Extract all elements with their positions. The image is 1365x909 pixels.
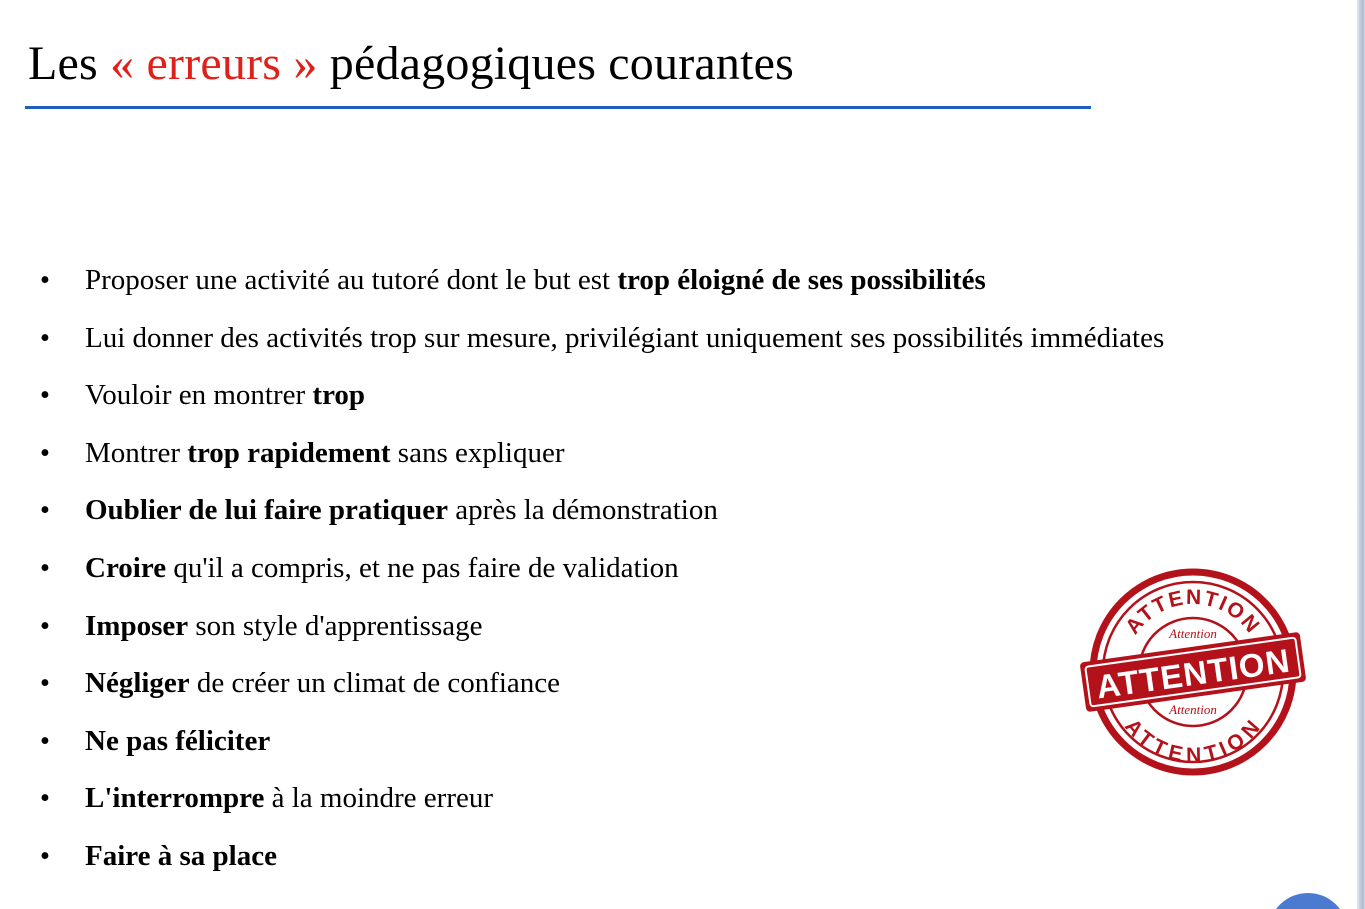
bullet-bold-text: L'interrompre: [85, 782, 265, 815]
stamp-top-text: ATTENTION: [1121, 585, 1265, 639]
bullet-dot-icon: •: [39, 379, 51, 412]
error-bullet-list: [38, 258, 1164, 892]
bullet-item: [38, 488, 1164, 546]
slide-title: [28, 34, 794, 94]
bullet-bold-text: Négliger: [85, 667, 190, 700]
title-suffix: pédagogiques courantes: [317, 37, 795, 90]
bullet-text: qu'il a compris, et ne pas faire de validation: [166, 551, 679, 584]
bullet-text: sans expliquer: [390, 436, 565, 469]
bullet-item: [38, 431, 1164, 489]
bullet-bold-text: trop éloigné de ses possibilités: [617, 264, 986, 296]
bullet-text: Vouloir en montrer: [85, 379, 313, 412]
bullet-text: après la démonstration: [448, 494, 718, 527]
bullet-item: [38, 373, 1164, 431]
bullet-item: [38, 834, 1164, 892]
bullet-bold-text: Imposer: [85, 609, 189, 642]
bullet-item: [38, 661, 1164, 719]
window-right-edge: [1357, 0, 1365, 909]
bullet-dot-icon: •: [39, 839, 51, 872]
bullet-item: [38, 258, 1164, 316]
bullet-dot-icon: •: [39, 321, 51, 354]
bullet-bold-text: Ne pas féliciter: [85, 724, 271, 757]
bullet-item: [38, 316, 1164, 374]
bullet-dot-icon: •: [39, 782, 51, 815]
bullet-text: son style d'apprentissage: [188, 609, 483, 642]
bullet-bold-text: Oublier de lui faire pratiquer: [85, 494, 449, 527]
attention-stamp-icon: [1078, 568, 1308, 776]
bullet-text: Lui donner des activités trop sur mesure, privilégiant uniquement ses possibilités immédiates: [85, 321, 1165, 354]
bullet-dot-icon: •: [39, 609, 51, 642]
bullet-bold-text: trop: [312, 379, 366, 412]
bullet-item: [38, 719, 1164, 777]
bullet-bold-text: trop rapidement: [187, 436, 391, 469]
stamp-bottom-text: ATTENTION: [1119, 715, 1267, 768]
bullet-item: [38, 776, 1164, 834]
bullet-text: de créer un climat de confiance: [189, 667, 561, 700]
stamp-banner-text: ATTENTION: [1093, 641, 1293, 706]
bullet-dot-icon: •: [39, 724, 51, 757]
bullet-dot-icon: •: [39, 264, 51, 296]
bullet-text: à la moindre erreur: [264, 782, 494, 815]
bullet-dot-icon: •: [39, 436, 51, 469]
bullet-item: [38, 604, 1164, 662]
title-accent: « erreurs »: [110, 37, 318, 90]
bullet-dot-icon: •: [39, 551, 51, 584]
bullet-bold-text: Croire: [85, 551, 167, 584]
bullet-text: Proposer une activité au tutoré dont le but est: [85, 264, 618, 296]
bullet-dot-icon: •: [39, 667, 51, 700]
bullet-text: Montrer: [85, 436, 188, 469]
stamp-small-top-text: Attention: [1169, 626, 1217, 641]
title-prefix: Les: [28, 37, 111, 90]
stamp-small-bottom-text: Attention: [1169, 702, 1217, 717]
bullet-item: [38, 546, 1164, 604]
bullet-dot-icon: •: [39, 494, 51, 527]
bullet-bold-text: Faire à sa place: [85, 839, 277, 872]
title-underline: [25, 106, 1091, 109]
